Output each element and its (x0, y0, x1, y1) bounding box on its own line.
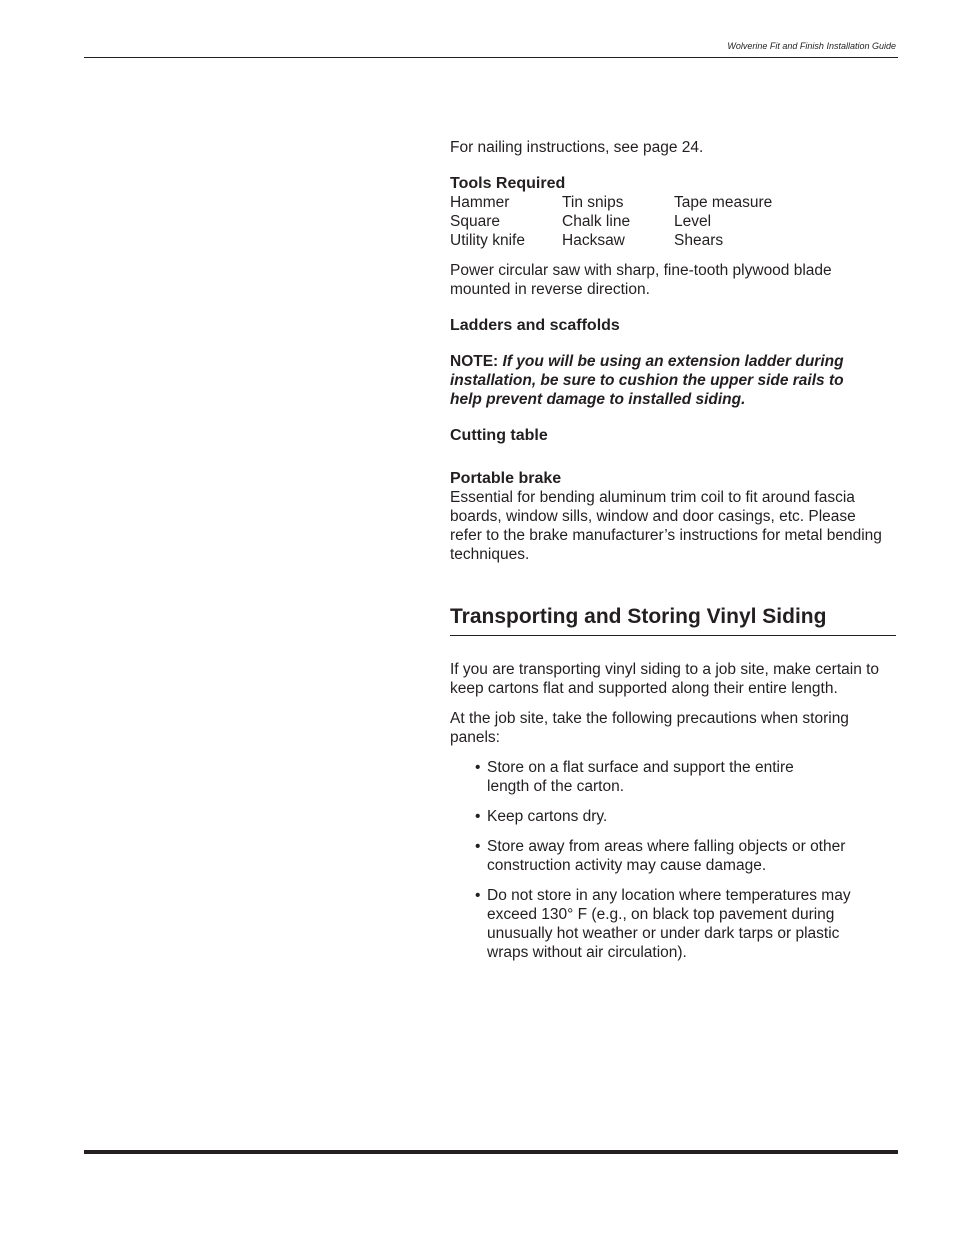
tool-item: Chalk line (562, 213, 631, 230)
tool-item: Hacksaw (562, 232, 625, 249)
tools-list (450, 193, 896, 250)
list-item-text: Keep cartons dry. (487, 808, 608, 825)
note-label: NOTE: (450, 353, 499, 370)
tool-item: Tape measure (674, 194, 773, 211)
tool-item: Shears (674, 232, 724, 249)
storage-precautions-list (450, 758, 896, 962)
cutting-table-heading: Cutting table (450, 427, 548, 444)
ladder-note (450, 352, 870, 409)
tool-item: Utility knife (450, 232, 525, 249)
transport-paragraph: If you are transporting vinyl siding to a job site, make certain to keep cartons flat and supported along their entire length. (450, 661, 880, 697)
section-title: Transporting and Storing Vinyl Siding (450, 604, 896, 636)
power-saw-text: Power circular saw with sharp, fine-tooth plywood blade mounted in reverse direction. (450, 262, 832, 298)
storage-intro-paragraph: At the job site, take the following precautions when storing panels: (450, 710, 849, 746)
running-header: Wolverine Fit and Finish Installation Guide (727, 41, 896, 51)
nailing-reference: For nailing instructions, see page 24. (450, 139, 704, 156)
list-item-text: Do not store in any location where temperatures may exceed 130° F (e.g., on black top pavement during unusually hot weather or under dark tarps or plastic wraps without air circulation). (487, 887, 851, 961)
list-item (475, 758, 822, 796)
bullet-glyph: • (475, 838, 481, 855)
list-item (475, 837, 896, 875)
note-body: If you will be using an extension ladder during installation, be sure to cushion the upper side rails to help prevent damage to installed siding. (450, 353, 844, 408)
tool-item: Level (674, 213, 712, 230)
list-item (475, 886, 872, 962)
tool-item: Square (450, 213, 500, 230)
bullet-glyph: • (475, 887, 481, 904)
main-content (450, 138, 896, 973)
portable-brake-heading: Portable brake (450, 470, 562, 487)
footer-rule (84, 1150, 898, 1154)
tools-heading: Tools Required (450, 175, 566, 192)
list-item-text: Store away from areas where falling objects or other construction activity may cause damage. (487, 838, 846, 874)
tool-item: Tin snips (562, 194, 624, 211)
list-item-text: Store on a flat surface and support the entire length of the carton. (487, 759, 794, 795)
bullet-glyph: • (475, 808, 481, 825)
portable-brake-text: Essential for bending aluminum trim coil to fit around fascia boards, window sills, window and door casings, etc. Please refer to the brake manufacturer’s instructions for metal bending techniques. (450, 489, 882, 563)
header-rule (84, 57, 898, 58)
bullet-glyph: • (475, 759, 481, 776)
ladders-heading: Ladders and scaffolds (450, 317, 620, 334)
tool-item: Hammer (450, 194, 510, 211)
list-item (475, 807, 896, 826)
